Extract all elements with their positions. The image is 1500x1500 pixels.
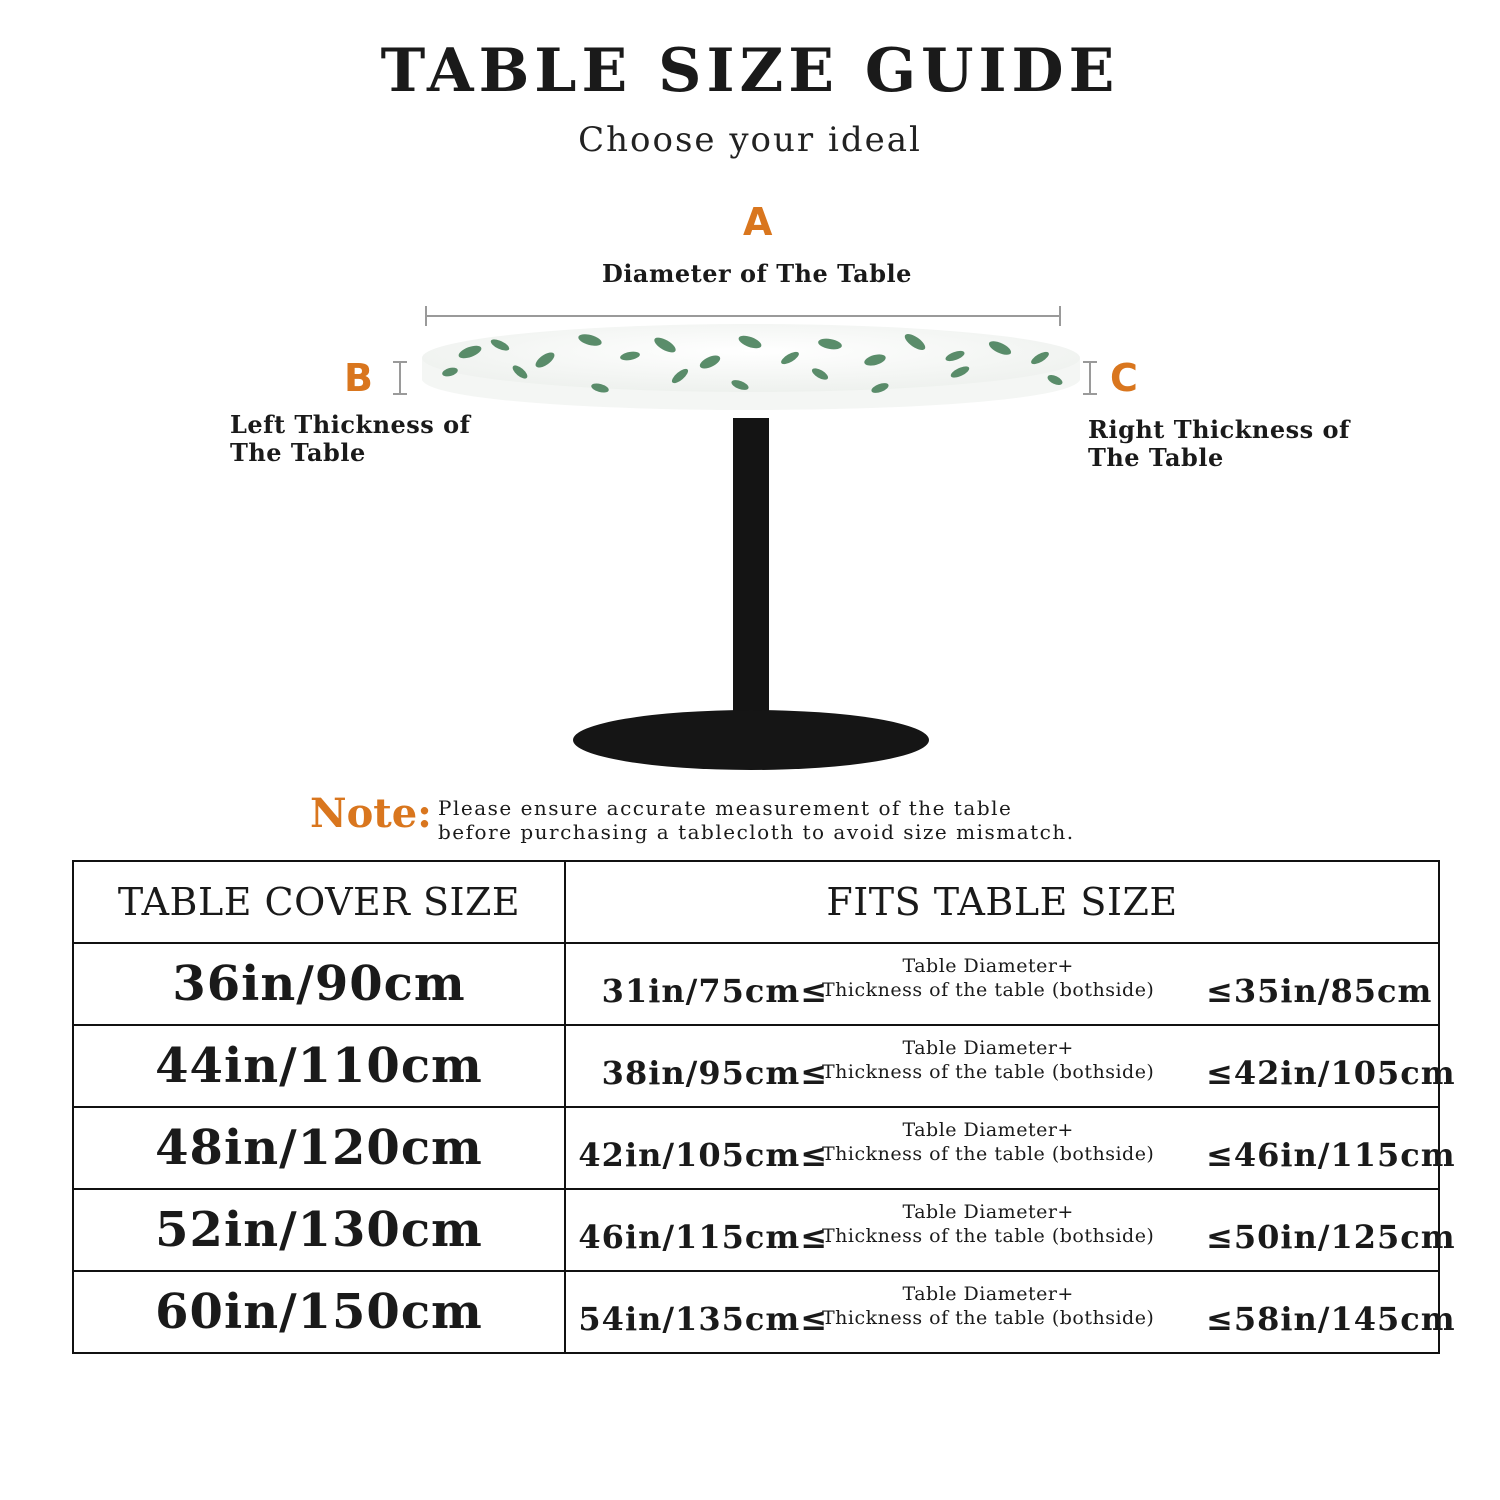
dimension-b-label-line2: The Table	[230, 438, 366, 467]
fits-size-cell	[565, 943, 1439, 1025]
fits-size-cell	[565, 1107, 1456, 1189]
dimension-c-letter: C	[1110, 356, 1138, 400]
table-row	[73, 1271, 1439, 1353]
table-row	[73, 1189, 1439, 1271]
size-table	[72, 860, 1456, 1354]
cover-size-cell: 44in/110cm	[73, 1025, 565, 1107]
fits-formula-line2: Thickness of the table (bothside)	[822, 979, 1155, 1001]
page-title: TABLE SIZE GUIDE	[380, 36, 1120, 106]
fits-max: ≤50in/125cm	[1206, 1218, 1456, 1256]
table-pole	[733, 418, 769, 748]
dimension-a-letter: A	[743, 200, 773, 244]
table-header-row	[73, 861, 1439, 943]
fits-formula-line1: Table Diameter+	[902, 1037, 1074, 1059]
note-label: Note:	[310, 790, 432, 837]
fits-formula	[822, 1200, 1154, 1248]
table-base	[573, 710, 929, 770]
cover-size-cell: 36in/90cm	[73, 943, 565, 1025]
header-fits-size: FITS TABLE SIZE	[565, 861, 1439, 943]
fits-formula-line2: Thickness of the table (bothside)	[822, 1143, 1155, 1165]
table-illustration	[0, 290, 1500, 780]
fits-size-cell	[565, 1189, 1456, 1271]
dimension-c-label-line1: Right Thickness of	[1088, 415, 1350, 444]
fits-formula	[822, 1118, 1154, 1166]
fits-formula-line1: Table Diameter+	[902, 955, 1074, 977]
fits-formula-line2: Thickness of the table (bothside)	[822, 1225, 1155, 1247]
fits-min: 31in/75cm≤	[601, 972, 828, 1010]
page-subtitle: Choose your ideal	[578, 120, 922, 160]
dimension-c-label-line2: The Table	[1088, 443, 1224, 472]
fits-max: ≤42in/105cm	[1206, 1054, 1456, 1092]
fits-size-cell	[565, 1271, 1456, 1353]
header-cover-size: TABLE COVER SIZE	[73, 861, 565, 943]
fits-min: 42in/105cm≤	[578, 1136, 828, 1174]
fits-max: ≤35in/85cm	[1206, 972, 1433, 1010]
table-row	[73, 943, 1439, 1025]
fits-max: ≤46in/115cm	[1206, 1136, 1456, 1174]
fits-formula-line1: Table Diameter+	[902, 1201, 1074, 1223]
fits-formula	[822, 954, 1154, 1002]
dimension-b-letter: B	[344, 356, 373, 400]
table-row	[73, 1025, 1439, 1107]
right-thickness-marker	[1083, 362, 1097, 394]
fits-max: ≤58in/145cm	[1206, 1300, 1456, 1338]
fits-size-cell	[565, 1025, 1456, 1107]
cover-size-cell: 48in/120cm	[73, 1107, 565, 1189]
note-line-2: before purchasing a tablecloth to avoid size mismatch.	[438, 820, 1075, 844]
dimension-a-label: Diameter of The Table	[602, 259, 912, 288]
fits-formula-line1: Table Diameter+	[902, 1119, 1074, 1141]
diameter-line	[426, 306, 1060, 326]
fits-formula-line2: Thickness of the table (bothside)	[822, 1307, 1155, 1329]
cover-size-cell: 60in/150cm	[73, 1271, 565, 1353]
left-thickness-marker	[393, 362, 407, 394]
fits-min: 46in/115cm≤	[578, 1218, 828, 1256]
fits-min: 54in/135cm≤	[578, 1300, 828, 1338]
note-line-1: Please ensure accurate measurement of the table	[438, 796, 1013, 820]
cover-size-cell: 52in/130cm	[73, 1189, 565, 1271]
table-row	[73, 1107, 1439, 1189]
fits-min: 38in/95cm≤	[601, 1054, 828, 1092]
fits-formula-line1: Table Diameter+	[902, 1283, 1074, 1305]
fits-formula	[822, 1036, 1154, 1084]
fits-formula-line2: Thickness of the table (bothside)	[822, 1061, 1155, 1083]
dimension-b-label-line1: Left Thickness of	[230, 410, 471, 439]
tabletop	[422, 324, 1080, 392]
note-text	[438, 796, 1075, 844]
fits-formula	[822, 1282, 1154, 1330]
